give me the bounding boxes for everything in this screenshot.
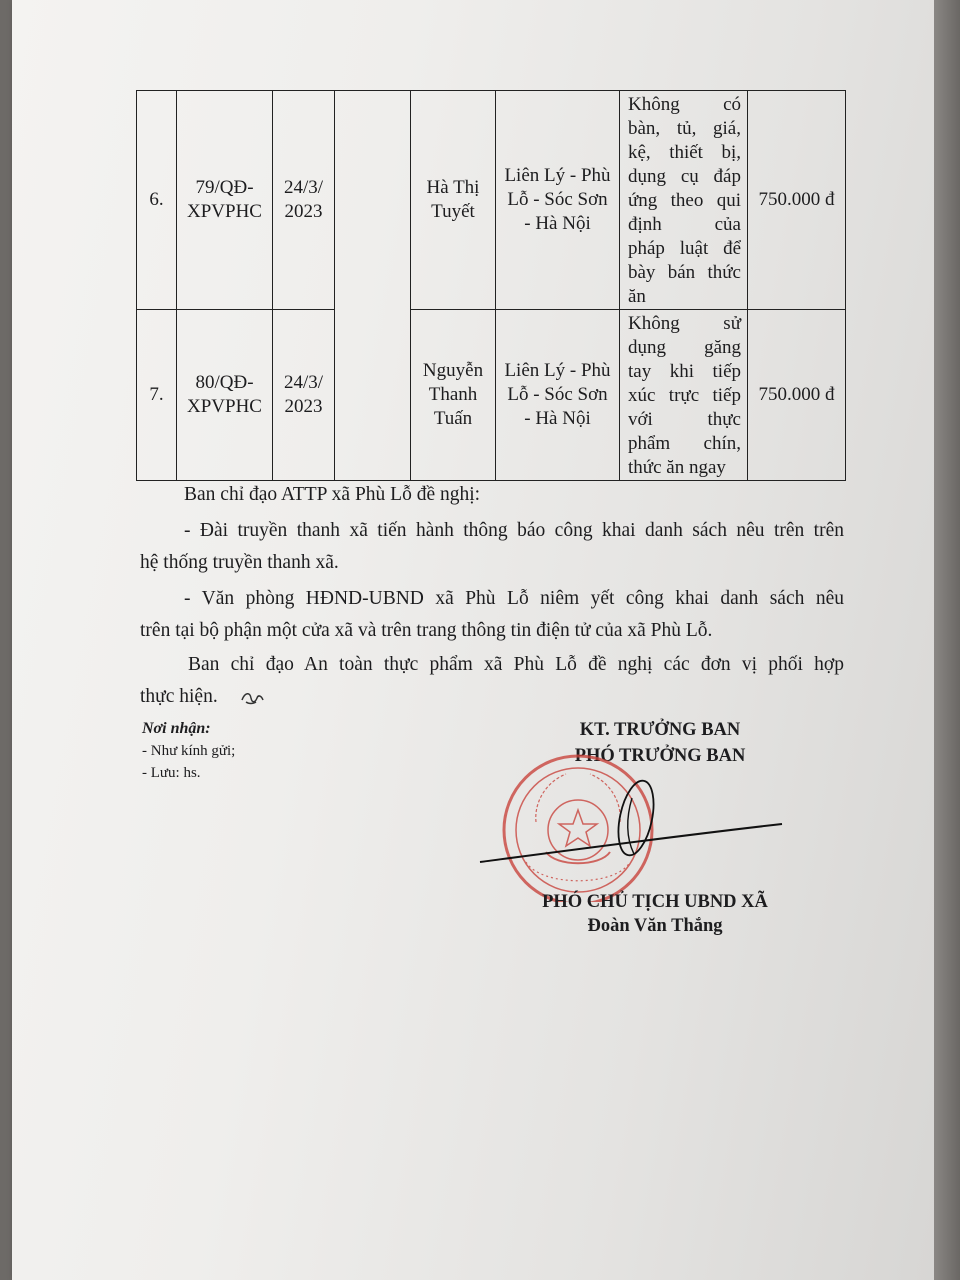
recipient-item: - Lưu: hs. bbox=[142, 765, 201, 781]
request-intro: Ban chỉ đạo ATTP xã Phù Lỗ đề nghị: bbox=[184, 484, 481, 505]
decision-date: 24/3/ 2023 bbox=[273, 310, 335, 481]
violation-description: Không sử dụng găng tay khi tiếp xúc trực tiếp với thực phẩm chín, thức ăn ngay bbox=[620, 310, 748, 481]
violator-name: Nguyễn Thanh Tuấn bbox=[411, 310, 496, 481]
violation-description: Không có bàn, tủ, giá, kệ, thiết bị, dụng cụ đáp ứng theo qui định của pháp luật để bày bán thức ăn bbox=[620, 91, 748, 310]
request-item-2-line1: - Văn phòng HĐND-UBND xã Phù Lỗ niêm yết công khai danh sách nêu bbox=[184, 588, 844, 609]
violations-table bbox=[136, 90, 846, 481]
signer-title: PHÓ CHỦ TỊCH UBND XÃ bbox=[542, 892, 768, 912]
row-number: 7. bbox=[137, 310, 177, 481]
recipients-heading: Nơi nhận: bbox=[142, 720, 211, 737]
fine-amount: 750.000 đ bbox=[748, 310, 846, 481]
violator-address: Liên Lý - Phù Lỗ - Sóc Sơn - Hà Nội bbox=[496, 91, 620, 310]
empty-cell bbox=[335, 91, 411, 310]
request-item-1-line2: hệ thống truyền thanh xã. bbox=[140, 552, 339, 573]
row-number: 6. bbox=[137, 91, 177, 310]
handwritten-signature bbox=[476, 778, 786, 868]
violator-name: Hà Thị Tuyết bbox=[411, 91, 496, 310]
decision-number: 79/QĐ- XPVPHC bbox=[177, 91, 273, 310]
closing-line2: thực hiện. bbox=[140, 686, 218, 707]
closing-line1: Ban chỉ đạo An toàn thực phẩm xã Phù Lỗ đề nghị các đơn vị phối hợp bbox=[188, 654, 844, 675]
signer-name: Đoàn Văn Thắng bbox=[587, 916, 723, 936]
signature-line2: PHÓ TRƯỞNG BAN bbox=[574, 746, 746, 766]
decision-date: 24/3/ 2023 bbox=[273, 91, 335, 310]
initial-mark-icon bbox=[240, 688, 266, 708]
request-item-1-line1: - Đài truyền thanh xã tiến hành thông báo công khai danh sách nêu trên trên bbox=[184, 520, 844, 541]
recipients-block bbox=[142, 718, 235, 784]
request-item-2-line2: trên tại bộ phận một cửa xã và trên trang thông tin điện tử của xã Phù Lỗ. bbox=[140, 620, 713, 641]
fine-amount: 750.000 đ bbox=[748, 91, 846, 310]
table-row bbox=[137, 91, 846, 310]
page-edge-shadow bbox=[934, 0, 960, 1280]
recipient-item: - Như kính gửi; bbox=[142, 743, 236, 759]
decision-number: 80/QĐ- XPVPHC bbox=[177, 310, 273, 481]
empty-cell bbox=[335, 310, 411, 481]
violator-address: Liên Lý - Phù Lỗ - Sóc Sơn - Hà Nội bbox=[496, 310, 620, 481]
signature-line1: KT. TRƯỞNG BAN bbox=[579, 720, 741, 740]
table-row bbox=[137, 310, 846, 481]
